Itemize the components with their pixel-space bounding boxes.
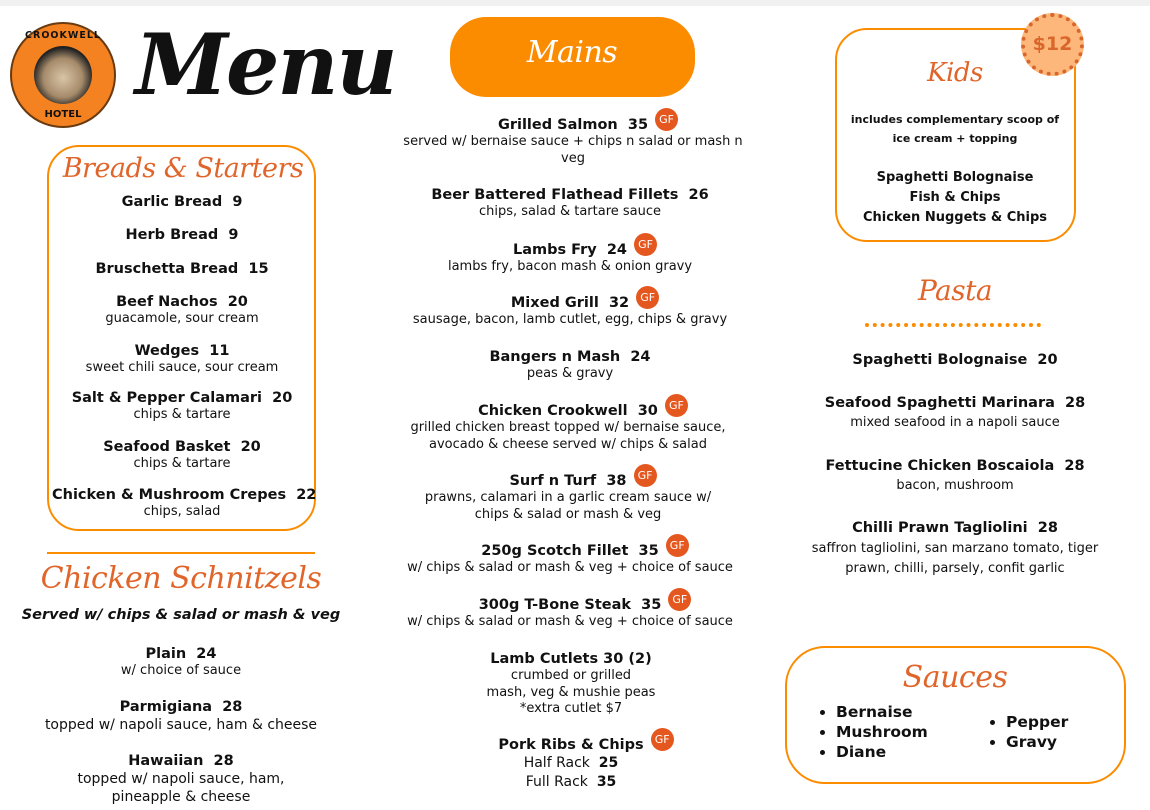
menu-item: Surf n Turf 38 GF prawns, calamari in a garlic cream sauce w/ chips & salad or mash & veg [418, 470, 718, 523]
schnitzels-subtitle: Served w/ chips & salad or mash & veg [21, 607, 341, 623]
menu-item: Fettucine Chicken Boscaiola 28 bacon, mushroom [825, 458, 1085, 493]
menu-item: Lambs Fry 24 GF lambs fry, bacon mash & onion gravy [390, 239, 750, 276]
sauce-item: • Mushroom [836, 722, 928, 742]
sauce-item: • Pepper [1006, 712, 1068, 732]
logo-text-top: CROOKWELL [25, 30, 101, 41]
gluten-free-badge: GF [668, 588, 691, 611]
kids-title: Kids [927, 58, 983, 88]
menu-item: Beer Battered Flathead Fillets 26 chips, salad & tartare sauce [431, 187, 709, 219]
starters-title: Breads & Starters [62, 153, 304, 184]
menu-item: Garlic Bread 9 [121, 194, 243, 210]
gluten-free-badge: GF [634, 464, 657, 487]
gluten-free-badge: GF [665, 394, 688, 417]
menu-title: Menu [135, 15, 396, 114]
menu-item: Seafood Spaghetti Marinara 28 mixed seafood in a napoli sauce [824, 395, 1086, 430]
kids-price-badge: $12 [1021, 13, 1084, 76]
menu-item: Beef Nachos 20 guacamole, sour cream [105, 294, 259, 326]
menu-item: Chicken Crookwell 30 GF grilled chicken breast topped w/ bernaise sauce, avocado & cheese served w/ chips & salad [398, 400, 738, 453]
menu-item: Spaghetti Bolognaise 20 [852, 352, 1058, 368]
menu-item: Herb Bread 9 [125, 227, 239, 243]
menu-item: Pork Ribs & Chips GF Half Rack 25 Full Rack 35 [421, 734, 721, 792]
schnitzels-title: Chicken Schnitzels [40, 561, 322, 596]
menu-item: Plain 24 w/ choice of sauce [120, 646, 242, 678]
menu-item: Bruschetta Bread 15 [95, 261, 269, 277]
sauces-list-left [836, 702, 928, 762]
schnitzel-divider [47, 552, 315, 554]
kids-item: Spaghetti Bolognaise [876, 170, 1034, 185]
top-edge [0, 0, 1150, 6]
gluten-free-badge: GF [651, 728, 674, 751]
menu-item: Parmigiana 28 topped w/ napoli sauce, ham & cheese [44, 699, 318, 733]
gluten-free-badge: GF [666, 534, 689, 557]
kids-items [843, 168, 1068, 228]
gluten-free-badge: GF [634, 233, 657, 256]
menu-item: Mixed Grill 32 GF sausage, bacon, lamb cutlet, egg, chips & gravy [380, 292, 760, 329]
menu-item: Grilled Salmon 35 GF served w/ bernaise sauce + chips n salad or mash n veg [398, 114, 748, 167]
dog-photo [34, 46, 92, 104]
sauces-title: Sauces [902, 660, 1008, 695]
mains-title: Mains [526, 35, 618, 70]
menu-item: Bangers n Mash 24 peas & gravy [489, 349, 651, 381]
pasta-title: Pasta [917, 274, 993, 307]
kids-item: Chicken Nuggets & Chips [862, 210, 1048, 225]
gluten-free-badge: GF [636, 286, 659, 309]
menu-item: Lamb Cutlets 30 (2) crumbed or grilled mash, veg & mushie peas *extra cutlet $7 [486, 651, 656, 716]
pasta-divider [865, 323, 1041, 327]
menu-item: Chilli Prawn Tagliolini 28 saffron tagliolini, san marzano tomato, tiger prawn, chilli, parsely, confit garlic [811, 520, 1099, 576]
menu-item: Chicken & Mushroom Crepes 22 chips, salad [52, 487, 317, 519]
sauce-item: • Bernaise [836, 702, 928, 722]
menu-item: Wedges 11 sweet chili sauce, sour cream [85, 343, 279, 375]
sauce-item: • Diane [836, 742, 928, 762]
logo-text-bottom: HOTEL [44, 109, 82, 120]
gluten-free-badge: GF [655, 108, 678, 131]
sauces-list-right [1006, 712, 1068, 752]
kids-note: includes complementary scoop of ice cream + topping [850, 113, 1060, 145]
menu-item: 300g T-Bone Steak 35 GF w/ chips & salad or mash & veg + choice of sauce [380, 594, 760, 631]
menu-item: Seafood Basket 20 chips & tartare [103, 439, 261, 471]
kids-item: Fish & Chips [909, 190, 1001, 205]
hotel-logo [10, 22, 116, 128]
menu-item: Hawaiian 28 topped w/ napoli sauce, ham, pineapple & cheese [77, 753, 285, 805]
sauce-item: • Gravy [1006, 732, 1068, 752]
menu-item: Salt & Pepper Calamari 20 chips & tartare [71, 390, 293, 422]
menu-item: 250g Scotch Fillet 35 GF w/ chips & salad or mash & veg + choice of sauce [380, 540, 760, 577]
